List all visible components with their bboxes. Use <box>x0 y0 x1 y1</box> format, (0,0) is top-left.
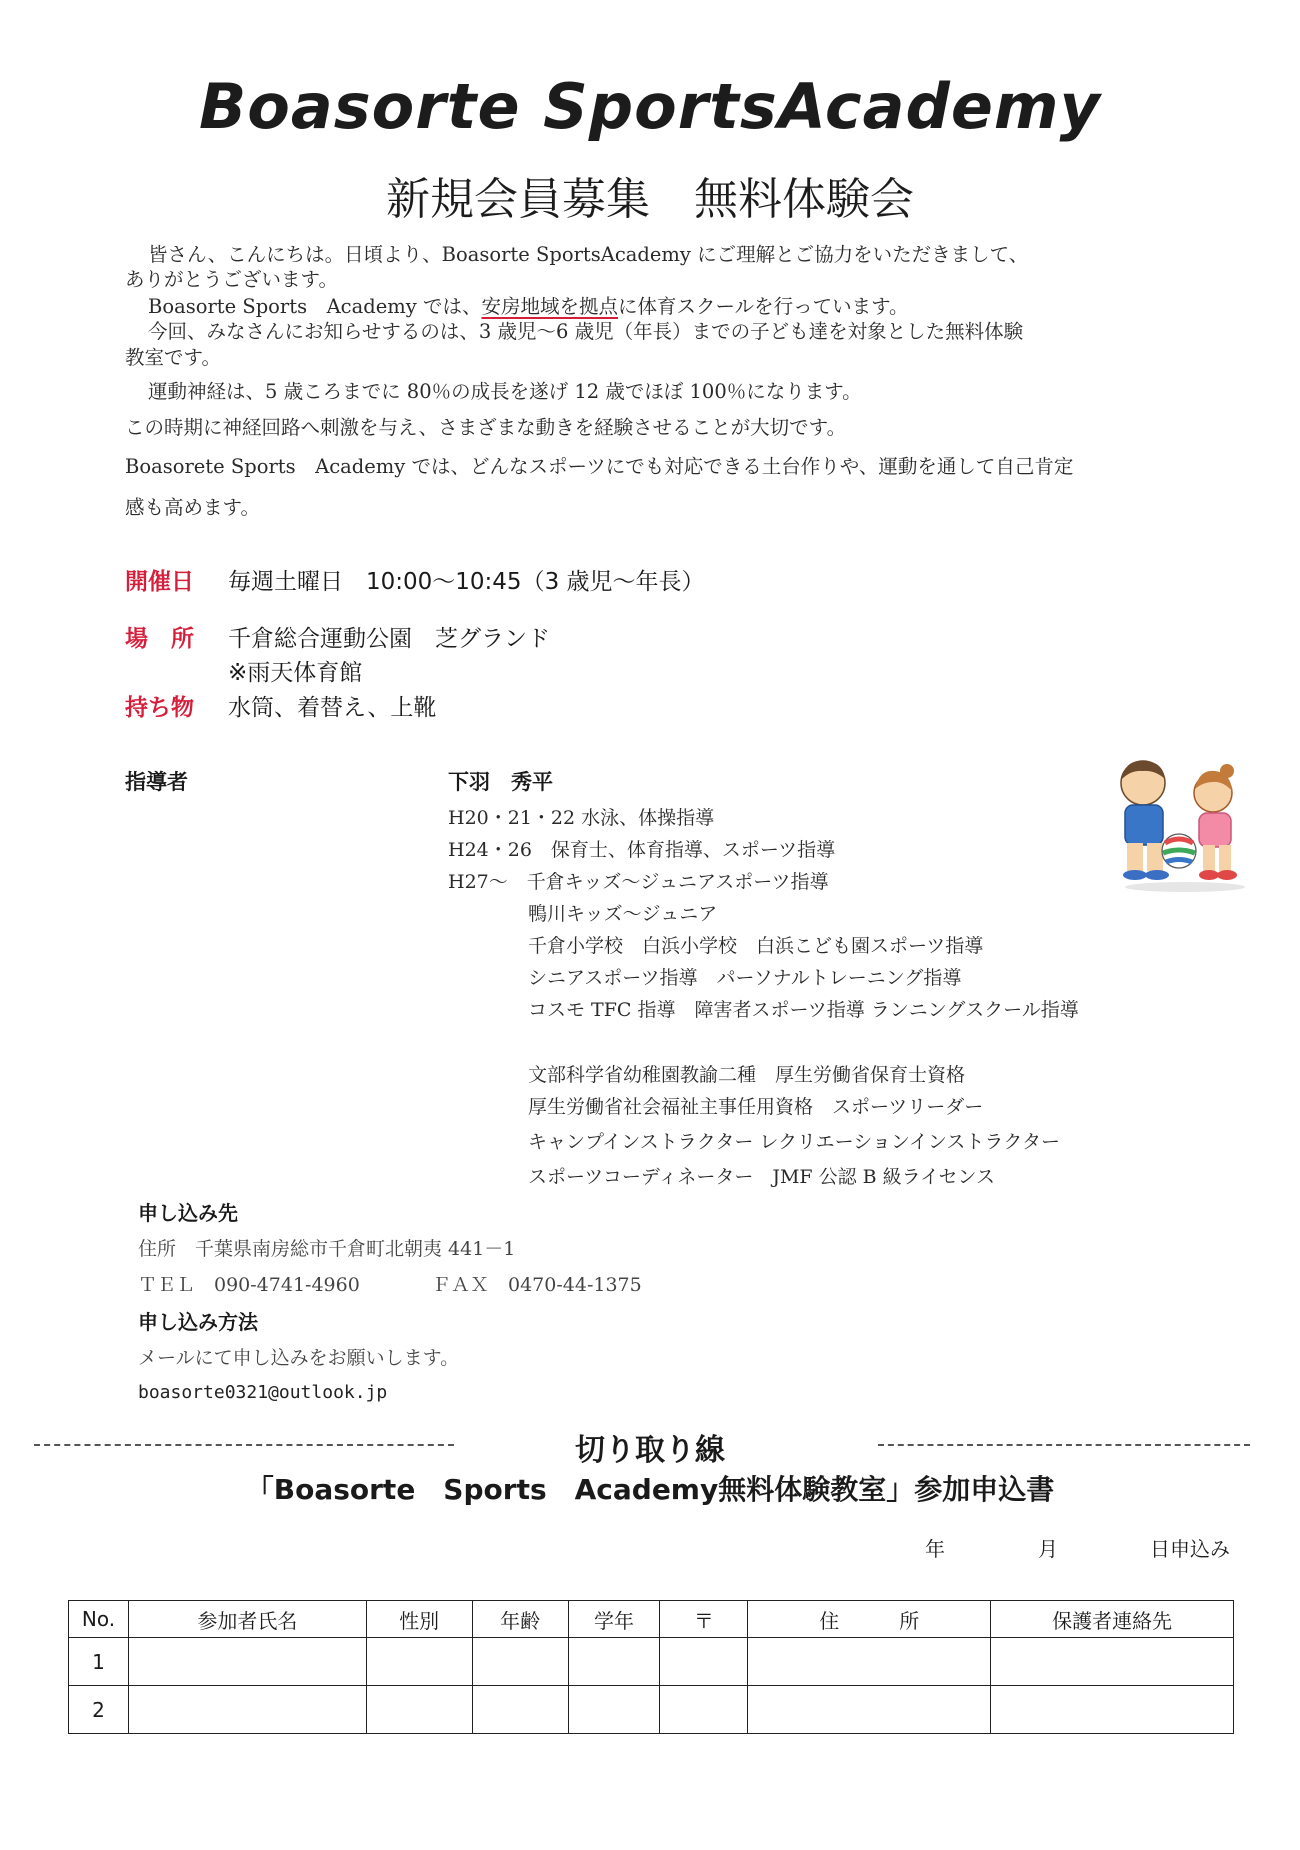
address-cell[interactable] <box>748 1638 991 1686</box>
place-value: 千倉総合運動公園 芝グランド <box>228 626 550 652</box>
form-title: 「Boasorte Sports Academy無料体験教室」参加申込書 <box>245 1473 1055 1506</box>
place-note: ※雨天体育館 <box>228 660 363 686</box>
intro-line-2: ありがとうございます。 <box>125 268 338 291</box>
career-line: H20・21・22 水泳、体操指導 <box>448 807 715 829</box>
grade-cell[interactable] <box>568 1638 660 1686</box>
intro-line-5: 教室です。 <box>125 346 221 369</box>
intro-line-1: 皆さん、こんにちは。日頃より、Boasorte SportsAcademy にご理解とご協力をいただきまして、 <box>148 243 1029 266</box>
kids-playing-illustration <box>1095 755 1255 900</box>
career-line: シニアスポーツ指導 パーソナルトレーニング指導 <box>528 967 962 989</box>
qualification-line: キャンプインストラクター レクリエーションインストラクター <box>528 1131 1060 1153</box>
guardian-contact-cell[interactable] <box>991 1686 1234 1734</box>
intro-line-3-pre: Boasorte Sports Academy では、 <box>148 295 482 318</box>
grade-cell[interactable] <box>568 1686 660 1734</box>
fax: ＦＡＸ 0470-44-1375 <box>432 1274 642 1296</box>
career-line: 鴨川キッズ～ジュニア <box>528 903 718 925</box>
method-label: 申し込み方法 <box>138 1310 258 1334</box>
intro-line-3 <box>148 293 909 320</box>
postal-cell[interactable] <box>660 1686 748 1734</box>
intro-line-9: 感も高めます。 <box>125 496 260 519</box>
address-cell[interactable] <box>748 1686 991 1734</box>
tel: ＴＥＬ 090-4741-4960 <box>138 1274 360 1296</box>
col-header-address: 住 所 <box>748 1601 991 1638</box>
intro-line-8: Boasorete Sports Academy では、どんなスポーツにでも対応できる土台作りや、運動を通して自己肯定 <box>125 455 1074 478</box>
items-label: 持ち物 <box>125 695 194 721</box>
postal-cell[interactable] <box>660 1638 748 1686</box>
apply-label: 申し込み先 <box>138 1201 238 1225</box>
col-header-no: No. <box>69 1601 129 1638</box>
col-header-age: 年齢 <box>472 1601 568 1638</box>
col-header-name: 参加者氏名 <box>128 1601 366 1638</box>
age-cell[interactable] <box>472 1686 568 1734</box>
form-date-month: 月 <box>1038 1537 1058 1561</box>
age-cell[interactable] <box>472 1638 568 1686</box>
instructor-label: 指導者 <box>125 770 188 794</box>
cut-line-label: 切り取り線 <box>575 1433 725 1468</box>
name-cell[interactable] <box>128 1686 366 1734</box>
guardian-contact-cell[interactable] <box>991 1638 1234 1686</box>
row-number: 2 <box>69 1686 129 1734</box>
date-value: 毎週土曜日 10:00～10:45（3 歳児～年長） <box>228 569 705 595</box>
items-value: 水筒、着替え、上靴 <box>228 695 437 721</box>
application-table <box>68 1600 1234 1734</box>
career-line: H24・26 保育士、体育指導、スポーツ指導 <box>448 839 836 861</box>
table-row <box>69 1638 1234 1686</box>
gender-cell[interactable] <box>366 1638 472 1686</box>
col-header-postal: 〒 <box>660 1601 748 1638</box>
place-label: 場 所 <box>125 626 194 652</box>
intro-line-7: この時期に神経回路へ刺激を与え、さまざまな動きを経験させることが大切です。 <box>125 416 847 439</box>
career-line: 千倉小学校 白浜小学校 白浜こども園スポーツ指導 <box>528 935 984 957</box>
gender-cell[interactable] <box>366 1686 472 1734</box>
form-date-year: 年 <box>925 1537 945 1561</box>
intro-highlight: 安房地域を拠点 <box>481 295 618 318</box>
table-header-row <box>69 1601 1234 1638</box>
email-link[interactable]: boasorte0321@outlook.jp <box>138 1382 388 1403</box>
instructor-name: 下羽 秀平 <box>448 770 553 794</box>
intro-line-4: 今回、みなさんにお知らせするのは、3 歳児～6 歳児（年長）までの子ども達を対象とした無料体験 <box>148 320 1024 343</box>
method-text: メールにて申し込みをお願いします。 <box>138 1347 460 1369</box>
name-cell[interactable] <box>128 1638 366 1686</box>
date-label: 開催日 <box>125 569 194 595</box>
qualification-line: 厚生労働省社会福祉主事任用資格 スポーツリーダー <box>528 1096 984 1118</box>
page-title: Boasorte SportsAcademy <box>199 70 1101 143</box>
col-header-grade: 学年 <box>568 1601 660 1638</box>
form-date-day: 日申込み <box>1150 1537 1230 1561</box>
intro-line-6: 運動神経は、5 歳ころまでに 80％の成長を遂げ 12 歳でほぼ 100％になります。 <box>148 380 862 403</box>
table-row <box>69 1686 1234 1734</box>
qualification-line: 文部科学省幼稚園教諭二種 厚生労働省保育士資格 <box>528 1064 966 1086</box>
intro-line-3-post: に体育スクールを行っています。 <box>617 295 909 318</box>
col-header-guardian-contact: 保護者連絡先 <box>991 1601 1234 1638</box>
qualification-line: スポーツコーディネーター JMF 公認 B 級ライセンス <box>528 1166 995 1188</box>
page-subtitle: 新規会員募集 無料体験会 <box>386 174 914 225</box>
career-line: H27～ 千倉キッズ～ジュニアスポーツ指導 <box>448 871 829 893</box>
career-line: コスモ TFC 指導 障害者スポーツ指導 ランニングスクール指導 <box>528 999 1079 1021</box>
row-number: 1 <box>69 1638 129 1686</box>
cut-line-right <box>878 1444 1250 1446</box>
col-header-gender: 性別 <box>366 1601 472 1638</box>
address: 住所 千葉県南房総市千倉町北朝夷 441－1 <box>138 1238 516 1260</box>
